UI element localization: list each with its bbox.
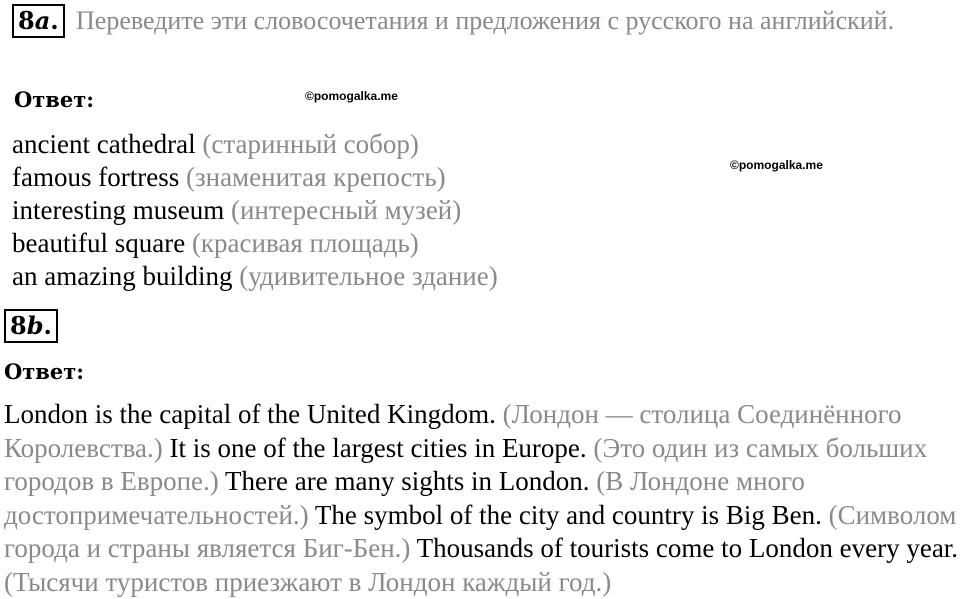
answer-paragraph <box>4 398 960 599</box>
answer-heading-8b: Ответ: <box>4 359 85 384</box>
phrase-russian: (старинный собор) <box>202 129 419 159</box>
sentence-english: Thousands of tourists come to London every year. <box>416 533 959 563</box>
phrase-english: ancient cathedral <box>12 129 196 159</box>
phrase-russian: (интересный музей) <box>230 195 462 225</box>
phrase-item <box>12 260 498 293</box>
phrase-list <box>12 128 498 293</box>
phrase-russian: (знаменитая крепость) <box>185 162 446 192</box>
exercise-instruction: Переведите эти словосочетания и предложения с русского на английский. <box>76 6 895 35</box>
phrase-english: beautiful square <box>12 228 186 258</box>
phrase-item <box>12 161 498 194</box>
exercise-number: 8 <box>18 6 35 35</box>
exercise-letter: b <box>26 311 44 340</box>
exercise-number: 8 <box>10 311 27 340</box>
exercise-suffix: . <box>43 311 52 340</box>
phrase-english: famous fortress <box>12 162 180 192</box>
exercise-8b-label <box>4 309 58 343</box>
sentence-russian: (Это один из самых больших городов в Европе.) <box>4 432 928 496</box>
sentence-english: The symbol of the city and country is Big Ben. <box>314 499 822 530</box>
sentence-russian: (Символом города и страны является Биг-Бен.) <box>4 499 957 563</box>
sentence-english: London is the capital of the United Kingdom. <box>4 399 496 429</box>
exercise-8a-label <box>12 4 65 38</box>
exercise-letter: a <box>34 6 51 35</box>
phrase-item <box>12 227 498 260</box>
phrase-russian: (красивая площадь) <box>191 228 419 258</box>
phrase-english: an amazing building <box>12 261 233 291</box>
sentence-english: It is one of the largest cities in Europe. <box>169 432 587 463</box>
answer-heading-8a: Ответ: <box>14 87 95 112</box>
sentence-russian: (Тысячи туристов приезжают в Лондон каждый год.) <box>4 566 612 597</box>
exercise-suffix: . <box>50 6 59 35</box>
phrase-english: interesting museum <box>12 195 225 225</box>
phrase-russian: (удивительное здание) <box>239 261 498 291</box>
watermark: ©pomogalka.me <box>730 158 823 172</box>
phrase-item <box>12 128 498 161</box>
sentence-english: There are many sights in London. <box>225 466 590 496</box>
sentence-russian: (Лондон — столица Соединённого Королевства.) <box>4 399 902 463</box>
sentence-russian: (В Лондоне много достопримечательностей.) <box>4 466 805 530</box>
watermark: ©pomogalka.me <box>305 89 398 103</box>
phrase-item <box>12 194 498 227</box>
